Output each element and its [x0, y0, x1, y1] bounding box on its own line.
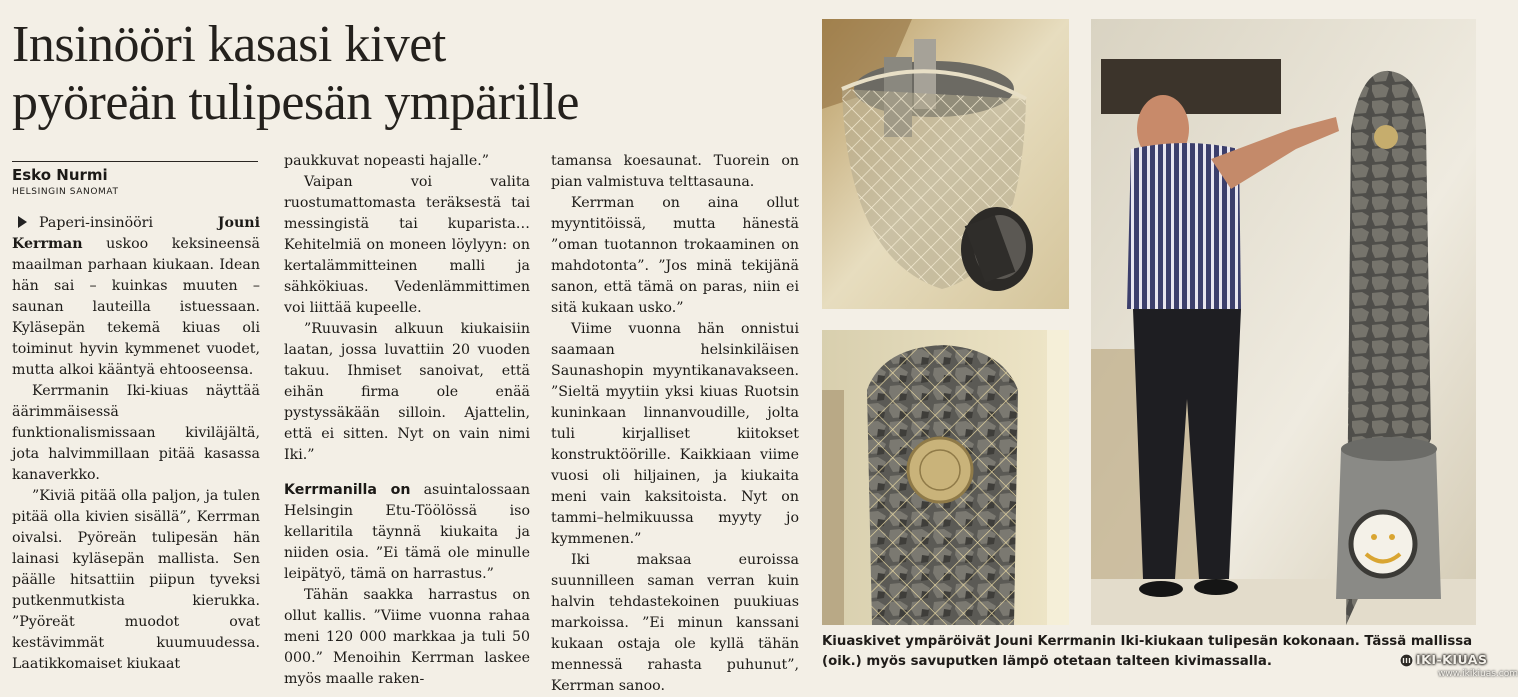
paragraph: Viime vuonna hän onnistui saamaan helsinkiläisen Saunashopin myyntikanavakseen. ”Sieltä myytiin yksi kiuas Ruotsin kuninkaan linnanvoudille, jolta tuli kirjalliset kiitokset konstruktöörille. Kaikkiaan viime vuosi oli hiljainen, ja kiukaita meni vain kaksitoista. Nyt on tammi–helmikuussa myyty jo kymmenen.” [551, 321, 799, 547]
author-name: Esko Nurmi [12, 166, 108, 184]
article-column-1 [12, 213, 260, 675]
iki-kiuas-watermark [1398, 652, 1518, 682]
paragraph-marker-icon [18, 216, 27, 228]
photo-stone-stove-closeup [822, 330, 1069, 625]
paragraph: Tähän saakka harrastus on ollut kallis. ”Viime vuonna rahaa meni 120 000 markkaa ja tuli 50 000.” Menoihin Kerrman laskee myös maalle raken- [284, 587, 530, 687]
paragraph: Vaipan voi valita ruostumattomasta teräksestä tai messingistä tai kuparista… Kehitelmiä on moneen löylyyn: on kertalämmitteinen malli ja sähkökiuas. Vedenlämmittimen voi liittää kupeelle. [284, 174, 530, 316]
headline-line-2: pyöreän tulipesän ympärille [12, 74, 579, 131]
paragraph: ”Kiviä pitää olla paljon, ja tulen pitää olla kivien sisällä”, Kerrman oivalsi. Pyöreän tulipesän hän lainasi kyläsepän mallista. Sen päälle hitsattiin piipun tyveksi putkenmutkista kierukka. ”Pyöreät muodot ovat kestävimmät kuumuudessa. Laatikkomaiset kiukaat [12, 488, 260, 672]
paragraph: ”Ruuvasin alkuun kiukaisiin laatan, jossa luvattiin 20 vuoden takuu. Ihmiset sanoivat, että eihän firma ole enää pystyssäkään silloin. Ajattelin, että ei sitten. Nyt on vain nimi Iki.” [284, 321, 530, 463]
paragraph: Kerrmanin Iki-kiuas näyttää äärimmäisessä funktionalismissaan kiviläjältä, jota halvimmillaan pitää kasassa kanaverkko. [12, 383, 260, 483]
headline-line-1: Insinööri kasasi kivet [12, 16, 446, 73]
caption-line-1: Kiuaskivet ympäröivät Jouni Kerrmanin Iki-kiukaan tulipesän kokonaan. Tässä mallissa [822, 634, 1473, 649]
byline-divider [12, 161, 258, 162]
paragraph: Iki maksaa euroissa suunnilleen saman verran kuin halvin tehdastekoinen puukiuas markoissa. ”Ei minun kanssani kukaan ostaja ole kyllä tähän mennessä rahasta puhunut”, Kerrman sanoo. [551, 552, 799, 694]
photo-stove-mesh-basket [822, 19, 1069, 309]
publication-name: HELSINGIN SANOMAT [12, 187, 119, 197]
paragraph: Paperi-insinööri Jouni Kerrman uskoo keksineensä maailman parhaan kiukaan. Idean hän sai – kuinkas muuten – saunan lauteilla istuessaan. Kyläsepän tekemä kiuas oli toiminut hyvin kymmenet vuodet, mutta alkoi kääntyä ehtooseensa. [12, 215, 260, 378]
watermark-name: IKI-KIUAS [1416, 652, 1488, 667]
subhead-lead: Kerrmanilla on [284, 482, 411, 498]
subhead-paragraph: Kerrmanilla on asuintalossaan Helsingin Etu-Töölössä iso kellaritila täynnä kiukaita ja niiden osia. ”Ei tämä ole minulle leipätyö, tämä on harrastus.” [284, 482, 530, 582]
paragraph: paukkuvat nopeasti hajalle.” [284, 153, 490, 169]
paragraph: tamansa koesaunat. Tuorein on pian valmistuva telttasauna. [551, 153, 799, 190]
iki-logo-icon [1399, 653, 1414, 668]
article-column-2 [284, 151, 530, 690]
paragraph: Kerrman on aina ollut myyntitöissä, mutta hänestä ”oman tuotannon trokaaminen on mahdotonta”. ”Jos minä tekijänä sanon, että tämä on paras, niin ei sitä kukaan usko.” [551, 195, 799, 316]
watermark-url: www.ikikiuas.com [1438, 669, 1518, 679]
article-column-3 [551, 151, 799, 697]
photo-caption [822, 632, 1482, 672]
article-headline [12, 16, 802, 132]
caption-line-2: (oik.) myös savuputken lämpö otetaan talteen kivimassalla. [822, 654, 1272, 669]
photo-man-with-tall-stove [1091, 19, 1476, 625]
